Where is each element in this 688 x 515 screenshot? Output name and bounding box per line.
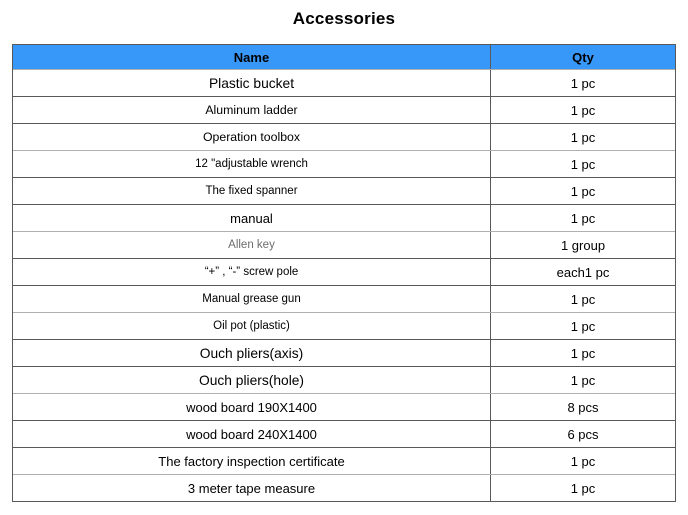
- item-qty-cell: 1 pc: [490, 124, 675, 150]
- item-qty-cell: 1 pc: [490, 448, 675, 474]
- page-title: Accessories: [292, 9, 396, 28]
- item-qty-cell: 1 pc: [490, 367, 675, 393]
- table-row: [13, 393, 675, 420]
- table-row: [13, 150, 675, 177]
- item-qty-cell: 1 pc: [490, 340, 675, 366]
- item-qty-cell: 1 pc: [490, 286, 675, 312]
- item-qty-cell: 8 pcs: [490, 394, 675, 420]
- table-row: [13, 123, 675, 150]
- table-row: [13, 366, 675, 393]
- item-name-cell: Ouch pliers(axis): [199, 345, 304, 361]
- table-row: [13, 339, 675, 366]
- item-name-cell: Ouch pliers(hole): [198, 372, 305, 388]
- item-qty-cell: 1 pc: [490, 151, 675, 177]
- item-name-cell: Operation toolbox: [202, 130, 301, 144]
- column-header-name: Name: [233, 49, 270, 65]
- accessories-table: [12, 44, 676, 502]
- item-qty-cell: each1 pc: [490, 259, 675, 285]
- table-row: [13, 96, 675, 123]
- item-name-cell: wood board 190X1400: [186, 399, 317, 415]
- table-row: [13, 285, 675, 312]
- item-name-cell: 3 meter tape measure: [187, 480, 316, 496]
- item-qty-cell: 1 pc: [490, 475, 675, 501]
- item-name-cell: Plastic bucket: [208, 75, 295, 91]
- column-header-qty: Qty: [490, 45, 675, 69]
- item-qty-cell: 1 pc: [490, 313, 675, 339]
- item-name-cell: manual: [230, 210, 273, 226]
- table-row: [13, 231, 675, 258]
- item-qty-cell: 6 pcs: [490, 421, 675, 447]
- item-qty-cell: 1 pc: [490, 97, 675, 123]
- item-name-cell: wood board 240X1400: [186, 426, 317, 442]
- item-name-cell: 12 "adjustable wrench: [195, 158, 308, 170]
- item-name-cell: Oil pot (plastic): [213, 320, 290, 332]
- table-row: [13, 447, 675, 474]
- table-row: [13, 420, 675, 447]
- table-row: [13, 204, 675, 231]
- item-name-cell: Allen key: [228, 239, 275, 251]
- table-row: [13, 474, 675, 501]
- table-body: [13, 69, 675, 501]
- item-name-cell: Aluminum ladder: [205, 103, 298, 117]
- item-qty-cell: 1 group: [490, 232, 675, 258]
- table-header-row: [13, 45, 675, 69]
- item-name-cell: Manual grease gun: [202, 293, 301, 305]
- item-qty-cell: 1 pc: [490, 70, 675, 96]
- item-qty-cell: 1 pc: [490, 205, 675, 231]
- item-qty-cell: 1 pc: [490, 178, 675, 204]
- table-row: [13, 258, 675, 285]
- table-row: [13, 312, 675, 339]
- item-name-cell: The factory inspection certificate: [158, 453, 345, 469]
- item-name-cell: “+” , “-” screw pole: [204, 266, 299, 278]
- item-name-cell: The fixed spanner: [205, 185, 298, 197]
- table-row: [13, 177, 675, 204]
- table-row: [13, 69, 675, 96]
